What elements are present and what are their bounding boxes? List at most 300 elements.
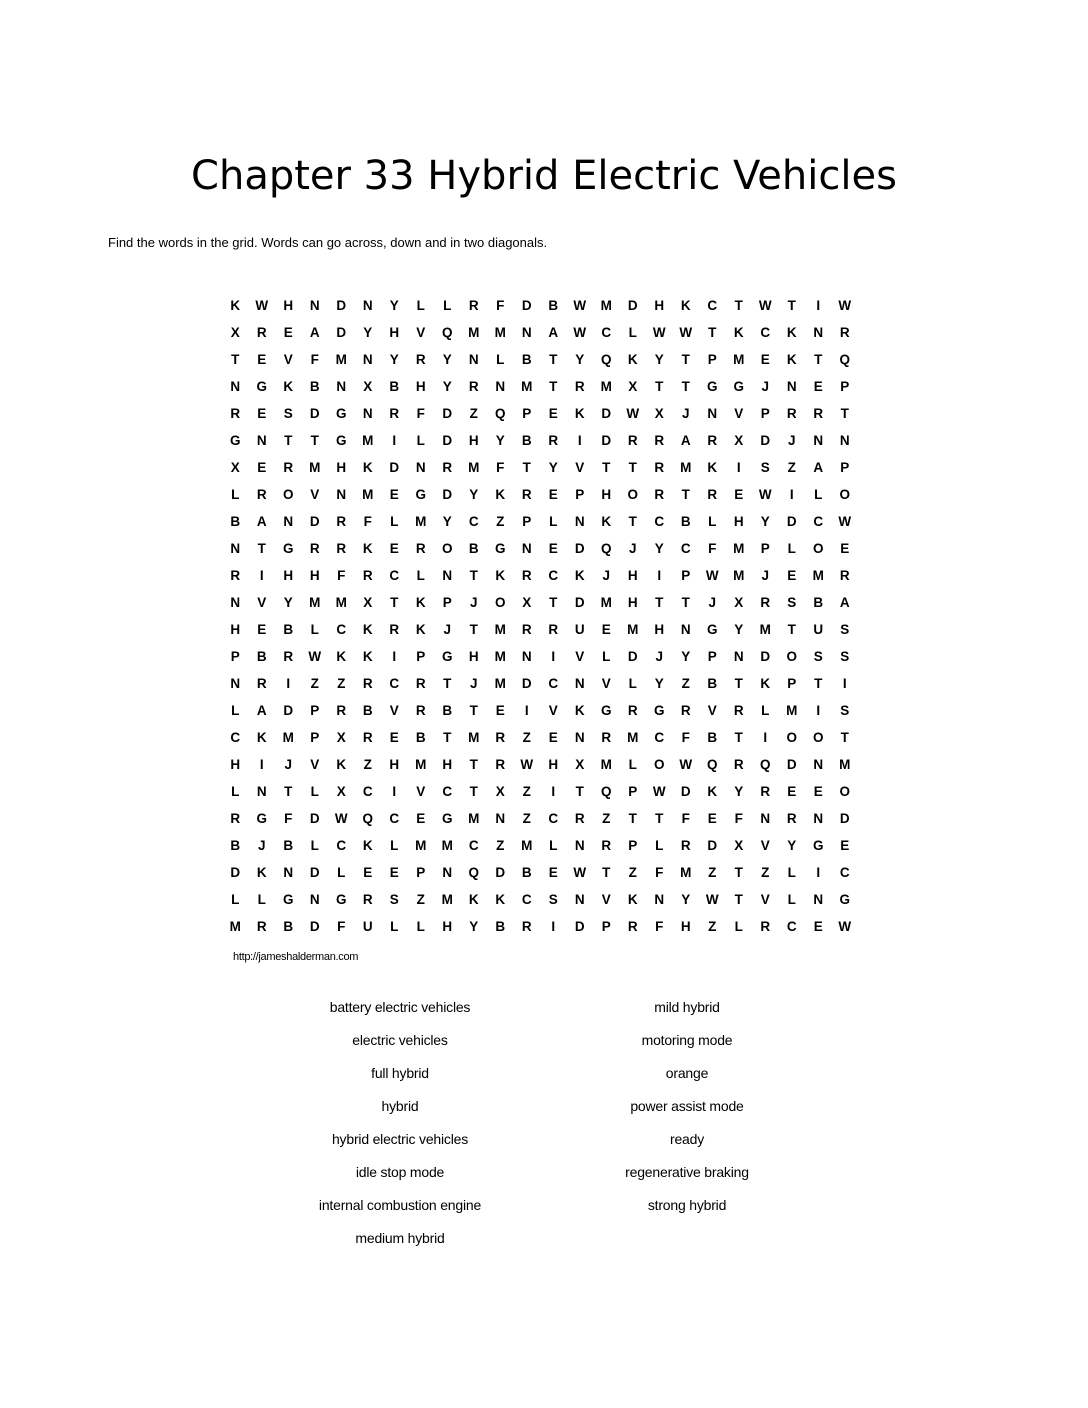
grid-letter: O (786, 649, 797, 664)
grid-letter: I (789, 487, 794, 502)
grid-letter: O (839, 487, 850, 502)
grid-letter: W (626, 406, 640, 421)
grid-letter: S (840, 649, 850, 664)
grid-letter: G (282, 541, 294, 556)
grid-letter: K (362, 622, 373, 637)
grid-letter: R (760, 595, 771, 610)
grid-letter: T (231, 352, 240, 367)
grid-letter: N (521, 325, 532, 340)
grid-letter: R (521, 919, 532, 934)
grid-letter: E (707, 811, 717, 826)
grid-letter: R (415, 541, 426, 556)
grid-letter: W (520, 757, 534, 772)
grid-letter: Q (494, 406, 506, 421)
grid-letter: D (786, 514, 797, 529)
grid-letter: P (840, 460, 850, 475)
grid-letter: N (309, 298, 320, 313)
grid-letter: X (734, 433, 744, 448)
grid-letter: I (816, 865, 821, 880)
grid-letter: K (495, 487, 506, 502)
grid-letter: D (839, 811, 850, 826)
grid-letter: R (336, 514, 347, 529)
grid-letter: A (256, 703, 267, 718)
grid-letter: E (840, 541, 850, 556)
grid-letter: I (657, 568, 662, 583)
grid-letter: C (839, 865, 850, 880)
grid-letter: R (495, 730, 506, 745)
grid-letter: Y (654, 352, 664, 367)
grid-letter: G (282, 892, 294, 907)
grid-letter: G (494, 541, 506, 556)
grid-letter: L (496, 352, 505, 367)
grid-letter: R (654, 487, 665, 502)
grid-letter: S (283, 406, 293, 421)
grid-letter: D (521, 676, 532, 691)
grid-letter: R (415, 676, 426, 691)
grid-letter: K (627, 352, 638, 367)
grid-letter: T (681, 595, 690, 610)
grid-letter: Z (522, 811, 531, 826)
grid-letter: Y (442, 352, 452, 367)
grid-letter: D (760, 649, 771, 664)
grid-letter: F (363, 514, 372, 529)
grid-letter: R (256, 325, 267, 340)
grid-letter: W (652, 325, 666, 340)
grid-letter: I (259, 568, 264, 583)
grid-letter: R (839, 568, 850, 583)
grid-letter: M (335, 595, 347, 610)
grid-letter: Z (708, 919, 717, 934)
grid-letter: K (733, 325, 744, 340)
grid-letter: H (627, 595, 638, 610)
grid-letter: M (600, 298, 612, 313)
grid-letter: M (600, 757, 612, 772)
grid-letter: R (548, 433, 559, 448)
grid-letter: L (310, 784, 319, 799)
grid-letter: S (813, 649, 823, 664)
grid-letter: X (628, 379, 638, 394)
grid-letter: E (363, 865, 373, 880)
grid-letter: N (230, 541, 241, 556)
grid-letter: T (734, 730, 743, 745)
grid-letter: R (733, 757, 744, 772)
grid-letter: T (681, 352, 690, 367)
grid-letter: E (389, 541, 399, 556)
grid-letter: H (283, 298, 294, 313)
grid-letter: R (415, 352, 426, 367)
grid-letter: R (283, 649, 294, 664)
grid-letter: V (310, 487, 320, 502)
grid-letter: B (521, 352, 532, 367)
word-list-item: power assist mode (630, 1098, 744, 1114)
word-list-item: regenerative braking (625, 1164, 749, 1180)
grid-letter: D (309, 865, 320, 880)
grid-letter: M (494, 676, 506, 691)
grid-letter: O (494, 595, 506, 610)
grid-letter: K (336, 757, 347, 772)
grid-letter: V (257, 595, 267, 610)
grid-letter: J (655, 649, 663, 664)
grid-letter: S (548, 892, 558, 907)
grid-letter: O (282, 487, 294, 502)
grid-letter: E (283, 325, 293, 340)
grid-letter: T (840, 730, 849, 745)
grid-letter: I (842, 676, 847, 691)
grid-letter: L (787, 865, 796, 880)
grid-letter: W (705, 568, 719, 583)
grid-letter: X (336, 730, 346, 745)
grid-letter: H (548, 757, 559, 772)
grid-letter: X (230, 325, 240, 340)
grid-letter: K (707, 784, 718, 799)
grid-letter: T (734, 676, 743, 691)
grid-letter: B (415, 730, 426, 745)
grid-letter: N (230, 676, 241, 691)
grid-letter: Z (522, 784, 531, 799)
grid-letter: N (256, 433, 267, 448)
grid-letter: V (575, 649, 585, 664)
grid-letter: I (392, 784, 397, 799)
grid-letter: M (468, 460, 480, 475)
grid-letter: Y (681, 892, 691, 907)
grid-letter: Y (442, 379, 452, 394)
grid-letter: J (761, 568, 769, 583)
grid-letter: A (309, 325, 320, 340)
grid-letter: C (336, 622, 347, 637)
grid-letter: G (839, 892, 850, 907)
grid-letter: C (548, 568, 559, 583)
grid-letter: N (813, 892, 824, 907)
grid-letter: J (761, 379, 769, 394)
grid-letter: L (257, 892, 266, 907)
grid-letter: W (838, 298, 852, 313)
grid-letter: C (680, 541, 691, 556)
grid-letter: R (283, 460, 294, 475)
grid-letter: F (416, 406, 425, 421)
grid-letter: U (574, 622, 585, 637)
grid-letter: R (521, 487, 532, 502)
grid-letter: D (230, 865, 241, 880)
grid-letter: M (468, 811, 480, 826)
grid-letter: Z (522, 730, 531, 745)
grid-letter: A (256, 514, 267, 529)
grid-letter: T (602, 460, 611, 475)
grid-letter: C (654, 730, 665, 745)
grid-letter: N (574, 892, 585, 907)
grid-letter: T (628, 811, 637, 826)
grid-letter: J (469, 676, 478, 691)
grid-letter: T (469, 622, 478, 637)
grid-letter: M (786, 703, 798, 718)
grid-letter: B (309, 379, 320, 394)
grid-letter: T (602, 865, 611, 880)
grid-letter: H (389, 757, 400, 772)
grid-letter: P (628, 784, 638, 799)
grid-letter: D (574, 541, 585, 556)
grid-letter: M (600, 595, 612, 610)
grid-letter: V (283, 352, 293, 367)
grid-letter: D (309, 514, 320, 529)
grid-letter: K (336, 649, 347, 664)
grid-letter: L (231, 487, 240, 502)
grid-letter: D (521, 298, 532, 313)
grid-letter: F (337, 919, 346, 934)
grid-letter: J (628, 541, 637, 556)
grid-letter: Q (362, 811, 373, 826)
grid-letter: G (229, 433, 241, 448)
grid-letter: H (415, 379, 426, 394)
grid-letter: L (628, 757, 637, 772)
grid-letter: Z (469, 406, 478, 421)
grid-letter: L (337, 865, 346, 880)
grid-letter: T (734, 865, 743, 880)
grid-letter: J (787, 433, 796, 448)
grid-letter: M (759, 622, 771, 637)
grid-letter: E (257, 460, 267, 475)
grid-letter: D (309, 406, 320, 421)
grid-letter: U (362, 919, 373, 934)
grid-letter: M (229, 919, 241, 934)
grid-letter: W (255, 298, 269, 313)
grid-letter: B (521, 433, 532, 448)
grid-letter: H (389, 325, 400, 340)
grid-letter: K (415, 622, 426, 637)
grid-letter: D (574, 595, 585, 610)
grid-letter: N (813, 757, 824, 772)
grid-letter: J (469, 595, 478, 610)
grid-letter: T (469, 784, 478, 799)
grid-letter: M (494, 325, 506, 340)
grid-letter: L (787, 892, 796, 907)
grid-letter: L (416, 433, 425, 448)
grid-letter: J (443, 622, 451, 637)
grid-letter: E (548, 865, 558, 880)
grid-letter: N (654, 892, 665, 907)
grid-letter: D (707, 838, 718, 853)
grid-letter: Y (787, 838, 797, 853)
grid-letter: W (679, 325, 693, 340)
grid-letter: X (522, 595, 532, 610)
grid-letter: L (416, 919, 425, 934)
grid-letter: D (760, 433, 771, 448)
grid-letter: Z (496, 514, 505, 529)
grid-letter: N (442, 568, 453, 583)
grid-letter: C (760, 325, 771, 340)
grid-letter: Z (761, 865, 770, 880)
grid-letter: L (443, 298, 452, 313)
grid-letter: K (786, 352, 797, 367)
grid-letter: F (655, 919, 664, 934)
grid-letter: G (653, 703, 665, 718)
grid-letter: N (415, 460, 426, 475)
grid-letter: L (814, 487, 823, 502)
grid-letter: C (813, 514, 824, 529)
grid-letter: M (521, 838, 533, 853)
grid-letter: N (733, 649, 744, 664)
grid-letter: C (468, 514, 479, 529)
word-list-item: battery electric vehicles (329, 999, 471, 1015)
grid-letter: H (601, 487, 612, 502)
grid-letter: P (416, 865, 426, 880)
grid-letter: K (627, 892, 638, 907)
grid-letter: Y (654, 541, 664, 556)
grid-letter: B (495, 919, 506, 934)
grid-letter: E (389, 865, 399, 880)
grid-letter: A (548, 325, 559, 340)
grid-letter: L (628, 325, 637, 340)
grid-letter: W (838, 919, 852, 934)
grid-letter: R (230, 811, 241, 826)
grid-letter: Q (441, 325, 453, 340)
grid-letter: N (574, 730, 585, 745)
grid-letter: R (601, 838, 612, 853)
grid-letter: P (787, 676, 797, 691)
grid-letter: N (680, 622, 691, 637)
grid-letter: M (468, 730, 480, 745)
grid-letter: R (654, 460, 665, 475)
grid-letter: K (574, 568, 585, 583)
grid-letter: F (708, 541, 717, 556)
grid-letter: R (601, 730, 612, 745)
grid-letter: W (334, 811, 348, 826)
grid-letter: P (840, 379, 850, 394)
grid-letter: W (838, 514, 852, 529)
grid-letter: H (680, 919, 691, 934)
grid-letter: O (812, 730, 824, 745)
grid-letter: X (363, 379, 373, 394)
word-list-item: hybrid electric vehicles (331, 1131, 469, 1147)
grid-letter: R (230, 568, 241, 583)
grid-letter: R (548, 622, 559, 637)
grid-letter: D (442, 433, 453, 448)
grid-letter: M (839, 757, 851, 772)
grid-letter: R (839, 325, 850, 340)
grid-letter: T (840, 406, 849, 421)
grid-letter: R (336, 703, 347, 718)
grid-letter: P (760, 406, 770, 421)
grid-letter: E (389, 487, 399, 502)
grid-letter: O (839, 784, 850, 799)
grid-letter: L (310, 838, 319, 853)
grid-letter: F (310, 352, 319, 367)
grid-letter: N (813, 433, 824, 448)
grid-letter: K (256, 730, 267, 745)
grid-letter: M (415, 757, 427, 772)
grid-letter: P (230, 649, 240, 664)
grid-letter: Y (734, 622, 744, 637)
grid-letter: B (256, 649, 267, 664)
grid-letter: T (787, 622, 796, 637)
grid-letter: I (551, 784, 556, 799)
grid-letter: E (760, 352, 770, 367)
grid-letter: K (362, 460, 373, 475)
grid-letter: O (812, 541, 824, 556)
word-search-grid (222, 292, 858, 940)
grid-letter: K (574, 703, 585, 718)
grid-letter: Z (363, 757, 372, 772)
grid-letter: P (310, 703, 320, 718)
grid-letter: R (362, 892, 373, 907)
grid-letter: W (758, 298, 772, 313)
grid-letter: M (309, 595, 321, 610)
grid-letter: F (681, 730, 690, 745)
grid-letter: G (600, 703, 612, 718)
grid-letter: N (786, 379, 797, 394)
grid-letter: W (573, 325, 587, 340)
grid-letter: N (813, 811, 824, 826)
grid-letter: R (521, 622, 532, 637)
grid-letter: T (575, 784, 584, 799)
grid-letter: I (392, 433, 397, 448)
grid-letter: Q (600, 541, 612, 556)
grid-letter: D (601, 433, 612, 448)
grid-letter: N (362, 352, 373, 367)
grid-letter: E (787, 568, 797, 583)
grid-letter: Y (283, 595, 293, 610)
grid-letter: Y (469, 487, 479, 502)
grid-letter: V (416, 784, 426, 799)
grid-letter: T (734, 892, 743, 907)
grid-letter: Y (734, 784, 744, 799)
grid-letter: R (627, 703, 638, 718)
grid-letter: T (443, 730, 452, 745)
grid-letter: T (549, 379, 558, 394)
grid-letter: L (602, 649, 611, 664)
grid-letter: V (734, 406, 744, 421)
grid-letter: L (231, 784, 240, 799)
grid-letter: T (284, 784, 293, 799)
grid-letter: Y (654, 676, 664, 691)
grid-letter: K (230, 298, 241, 313)
grid-letter: D (442, 487, 453, 502)
grid-letter: L (734, 919, 743, 934)
grid-letter: E (548, 730, 558, 745)
grid-letter: N (309, 892, 320, 907)
grid-letter: H (442, 919, 453, 934)
grid-letter: M (812, 568, 824, 583)
grid-letter: K (680, 298, 691, 313)
grid-letter: D (627, 649, 638, 664)
grid-letter: E (601, 622, 611, 637)
grid-letter: J (284, 757, 292, 772)
grid-letter: M (521, 379, 533, 394)
grid-letter: E (416, 811, 426, 826)
grid-letter: L (655, 838, 664, 853)
grid-letter: E (257, 352, 267, 367)
grid-letter: Z (628, 865, 637, 880)
grid-letter: C (389, 811, 400, 826)
grid-letter: N (336, 487, 347, 502)
grid-letter: R (495, 757, 506, 772)
grid-letter: V (548, 703, 558, 718)
grid-letter: T (734, 298, 743, 313)
grid-letter: V (389, 703, 399, 718)
grid-letter: B (442, 703, 453, 718)
grid-letter: K (495, 892, 506, 907)
grid-letter: W (758, 487, 772, 502)
grid-letter: F (681, 811, 690, 826)
grid-letter: T (310, 433, 319, 448)
grid-letter: I (286, 676, 291, 691)
grid-letter: Y (681, 649, 691, 664)
grid-letter: L (416, 298, 425, 313)
grid-letter: V (707, 703, 717, 718)
grid-letter: X (495, 784, 505, 799)
grid-letter: N (574, 514, 585, 529)
grid-letter: T (708, 325, 717, 340)
grid-letter: R (389, 622, 400, 637)
grid-letter: R (786, 811, 797, 826)
